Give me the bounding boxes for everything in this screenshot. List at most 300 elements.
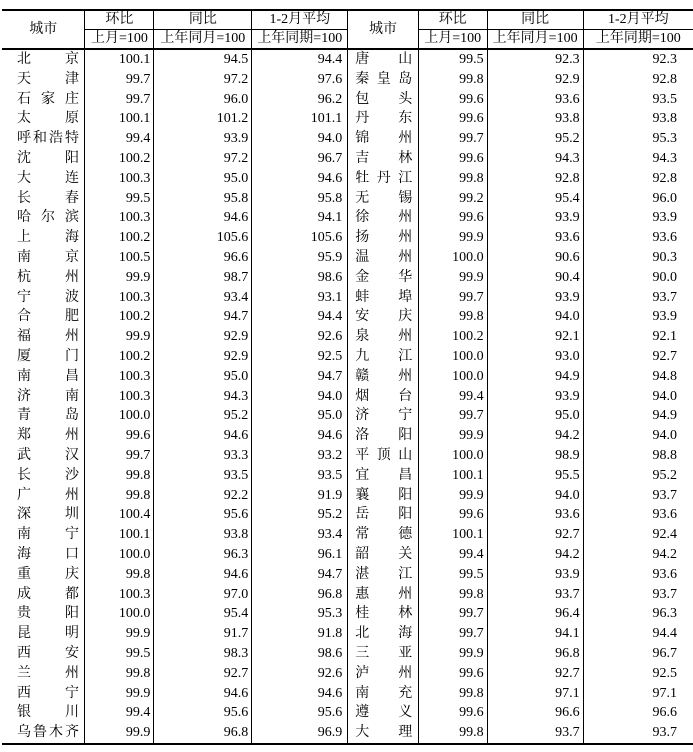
city-char: 西 — [17, 645, 31, 661]
avg-value: 96.2 — [252, 90, 348, 110]
mom-value: 100.1 — [85, 109, 154, 129]
city-cell — [348, 327, 418, 347]
avg-value: 95.2 — [652, 467, 677, 483]
table-body-right — [348, 49, 693, 744]
table-row — [348, 624, 693, 644]
city-char: 阳 — [65, 606, 79, 622]
mom-value: 99.6 — [418, 90, 487, 110]
city-char: 遵 — [355, 705, 370, 721]
city-char: 州 — [398, 586, 413, 602]
header-mom-base: 上月=100 — [85, 30, 154, 50]
table-row — [348, 644, 693, 664]
city-char: 上 — [17, 230, 31, 246]
table-row — [348, 228, 693, 248]
table-row — [348, 446, 693, 466]
city-name — [17, 228, 79, 248]
table-row — [2, 723, 348, 744]
city-char: 昌 — [398, 467, 413, 483]
table-row — [348, 327, 693, 347]
city-char: 州 — [65, 665, 79, 681]
city-char: 呼 — [17, 131, 31, 147]
yoy-value: 105.6 — [154, 228, 252, 248]
table-row — [348, 604, 693, 624]
city-char: 州 — [398, 249, 413, 265]
table-row — [348, 545, 693, 565]
table-row — [2, 169, 348, 189]
city-cell — [2, 90, 85, 110]
table-row — [2, 585, 348, 605]
city-char: 海 — [65, 230, 79, 246]
table-row — [2, 70, 348, 90]
avg-value: 94.0 — [252, 129, 348, 149]
mom-value: 99.8 — [418, 585, 487, 605]
header-mom-base: 上月=100 — [418, 30, 487, 50]
city-name — [355, 664, 412, 684]
mom-value: 99.6 — [418, 208, 487, 228]
city-char: 和 — [33, 131, 47, 147]
yoy-value: 92.7 — [487, 525, 583, 545]
yoy-value: 98.9 — [487, 446, 583, 466]
yoy-value: 92.9 — [154, 327, 252, 347]
table-row — [348, 505, 693, 525]
city-cell — [2, 466, 85, 486]
table-row — [2, 90, 348, 110]
yoy-value: 94.2 — [487, 426, 583, 446]
city-cell — [2, 585, 85, 605]
city-cell — [2, 406, 85, 426]
mom-value: 100.3 — [85, 169, 154, 189]
avg-value: 97.6 — [252, 70, 348, 90]
city-cell — [348, 387, 418, 407]
city-char: 哈 — [17, 210, 31, 226]
city-char: 沙 — [65, 467, 79, 483]
city-char: 湛 — [355, 566, 370, 582]
yoy-value: 96.8 — [487, 644, 583, 664]
mom-value: 99.7 — [85, 90, 154, 110]
table-row — [348, 49, 693, 70]
table-row — [2, 684, 348, 704]
city-name — [355, 129, 412, 149]
avg-value: 90.3 — [652, 249, 677, 265]
city-name — [355, 466, 412, 486]
city-char: 泉 — [355, 329, 370, 345]
city-char: 阳 — [65, 150, 79, 166]
city-char: 京 — [65, 249, 79, 265]
yoy-value: 93.8 — [487, 109, 583, 129]
mom-value: 99.7 — [85, 446, 154, 466]
city-char: 门 — [65, 348, 79, 364]
table-row — [348, 307, 693, 327]
city-char: 徐 — [355, 210, 370, 226]
city-name — [17, 90, 79, 110]
mom-value: 99.8 — [418, 723, 487, 744]
city-char: 金 — [355, 269, 370, 285]
avg-value: 93.9 — [652, 309, 677, 325]
yoy-value: 94.3 — [487, 149, 583, 169]
avg-value: 93.5 — [252, 466, 348, 486]
mom-value: 100.4 — [85, 505, 154, 525]
mom-value: 99.6 — [418, 664, 487, 684]
city-char: 滨 — [65, 210, 79, 226]
city-name — [17, 545, 79, 565]
mom-value: 99.9 — [418, 426, 487, 446]
city-char: 江 — [398, 566, 413, 582]
mom-value: 99.9 — [418, 228, 487, 248]
mom-value: 99.7 — [418, 406, 487, 426]
header-yoy: 同比 — [487, 10, 583, 30]
avg-value: 95.2 — [252, 505, 348, 525]
yoy-value: 93.6 — [487, 505, 583, 525]
mom-value: 99.8 — [418, 307, 487, 327]
yoy-value: 95.0 — [154, 367, 252, 387]
city-name — [355, 307, 412, 327]
city-name — [17, 347, 79, 367]
table-row — [2, 288, 348, 308]
mom-value: 100.2 — [85, 149, 154, 169]
header-city: 城市 — [348, 10, 418, 49]
city-char: 武 — [17, 447, 31, 463]
city-cell — [348, 446, 418, 466]
city-name — [355, 149, 412, 169]
city-char: 深 — [17, 507, 31, 523]
avg-value: 95.9 — [252, 248, 348, 268]
city-char: 州 — [398, 210, 413, 226]
city-char: 义 — [398, 705, 413, 721]
table-row — [348, 90, 693, 110]
city-char: 洛 — [355, 428, 370, 444]
city-char: 赣 — [355, 368, 370, 384]
yoy-value: 93.9 — [487, 565, 583, 585]
city-char: 天 — [17, 71, 31, 87]
avg-value: 94.2 — [652, 546, 677, 562]
yoy-value: 94.7 — [154, 307, 252, 327]
city-char: 木 — [49, 725, 63, 741]
city-cell — [2, 426, 85, 446]
city-name — [355, 644, 412, 664]
city-char: 江 — [398, 348, 413, 364]
yoy-value: 96.6 — [487, 703, 583, 723]
yoy-value: 91.7 — [154, 624, 252, 644]
mom-value: 99.4 — [85, 703, 154, 723]
header-avg-base: 上年同期=100 — [583, 30, 693, 50]
city-char: 汉 — [65, 447, 79, 463]
mom-value: 99.7 — [418, 129, 487, 149]
table-row — [348, 466, 693, 486]
city-char: 南 — [355, 685, 370, 701]
yoy-value: 101.2 — [154, 109, 252, 129]
mom-value: 99.9 — [418, 486, 487, 506]
city-char: 海 — [398, 626, 413, 642]
city-char: 鲁 — [33, 725, 47, 741]
mom-value: 99.8 — [85, 486, 154, 506]
mom-value: 100.3 — [85, 585, 154, 605]
city-name — [355, 426, 412, 446]
price-index-table-left — [2, 9, 348, 745]
mom-value: 99.6 — [418, 149, 487, 169]
city-char: 波 — [65, 289, 79, 305]
table-row — [348, 189, 693, 209]
table-row — [348, 426, 693, 446]
city-cell — [348, 525, 418, 545]
mom-value: 100.0 — [418, 248, 487, 268]
city-cell — [348, 189, 418, 209]
yoy-value: 92.9 — [154, 347, 252, 367]
city-name — [17, 288, 79, 308]
mom-value: 99.8 — [85, 565, 154, 585]
city-cell — [2, 268, 85, 288]
avg-value: 95.3 — [252, 604, 348, 624]
city-cell — [348, 49, 418, 70]
avg-value: 94.4 — [252, 307, 348, 327]
city-char: 尔 — [41, 210, 55, 226]
city-char: 贵 — [17, 606, 31, 622]
yoy-value: 94.6 — [154, 684, 252, 704]
city-name — [17, 486, 79, 506]
yoy-value: 94.5 — [154, 49, 252, 70]
city-char: 南 — [17, 368, 31, 384]
city-name — [355, 288, 412, 308]
city-name — [17, 169, 79, 189]
avg-value: 105.6 — [252, 228, 348, 248]
city-cell — [348, 466, 418, 486]
city-cell — [348, 268, 418, 288]
city-char: 头 — [398, 91, 413, 107]
yoy-value: 92.2 — [154, 486, 252, 506]
city-char: 昌 — [65, 368, 79, 384]
mom-value: 99.9 — [418, 268, 487, 288]
city-name — [17, 466, 79, 486]
table-row — [2, 327, 348, 347]
avg-value: 93.4 — [252, 525, 348, 545]
city-char: 乌 — [17, 725, 31, 741]
yoy-value: 97.2 — [154, 149, 252, 169]
city-char: 顶 — [376, 447, 391, 463]
city-char: 三 — [355, 645, 370, 661]
mom-value: 100.2 — [85, 307, 154, 327]
city-char: 长 — [17, 190, 31, 206]
table-row — [2, 189, 348, 209]
city-char: 林 — [398, 606, 413, 622]
city-char: 宜 — [355, 467, 370, 483]
avg-value: 94.6 — [252, 426, 348, 446]
city-name — [17, 406, 79, 426]
city-cell — [348, 169, 418, 189]
city-cell — [2, 70, 85, 90]
table-row — [2, 347, 348, 367]
city-char: 扬 — [355, 230, 370, 246]
city-char: 九 — [355, 348, 370, 364]
avg-value: 98.8 — [652, 447, 677, 463]
table-row — [2, 664, 348, 684]
yoy-value: 96.0 — [154, 90, 252, 110]
city-name — [355, 486, 412, 506]
table-row — [2, 307, 348, 327]
avg-value: 93.7 — [652, 487, 677, 503]
city-cell — [348, 624, 418, 644]
table-row — [2, 406, 348, 426]
city-char: 锦 — [355, 131, 370, 147]
city-name — [355, 70, 412, 90]
avg-value: 92.5 — [652, 665, 677, 681]
city-cell — [348, 664, 418, 684]
yoy-value: 95.8 — [154, 189, 252, 209]
avg-value: 96.3 — [652, 606, 677, 622]
city-char: 庄 — [65, 91, 79, 107]
city-char: 烟 — [355, 388, 370, 404]
city-cell — [2, 545, 85, 565]
table-row — [348, 288, 693, 308]
city-name — [17, 70, 79, 90]
city-char: 连 — [65, 170, 79, 186]
city-char: 津 — [65, 71, 79, 87]
city-name — [17, 248, 79, 268]
avg-value: 96.0 — [652, 190, 677, 206]
mom-value: 100.2 — [85, 347, 154, 367]
city-name — [17, 208, 79, 228]
avg-value: 96.6 — [652, 705, 677, 721]
table-row — [2, 446, 348, 466]
city-char: 吉 — [355, 150, 370, 166]
yoy-value: 93.0 — [487, 347, 583, 367]
city-cell — [2, 723, 85, 744]
table-row — [348, 109, 693, 129]
yoy-value: 93.9 — [487, 387, 583, 407]
table-row — [348, 525, 693, 545]
city-char: 济 — [355, 408, 370, 424]
yoy-value: 96.3 — [154, 545, 252, 565]
table-row — [348, 367, 693, 387]
table-row — [348, 208, 693, 228]
yoy-value: 96.8 — [154, 723, 252, 744]
city-cell — [2, 169, 85, 189]
table-row — [2, 49, 348, 70]
avg-value: 92.7 — [652, 348, 677, 364]
header-avg: 1-2月平均 — [252, 10, 348, 30]
yoy-value: 94.0 — [487, 307, 583, 327]
table-row — [2, 703, 348, 723]
avg-value: 93.7 — [652, 725, 677, 741]
city-name — [355, 387, 412, 407]
avg-value: 95.6 — [252, 703, 348, 723]
city-char: 埠 — [398, 289, 413, 305]
city-char: 都 — [65, 586, 79, 602]
table-row — [348, 70, 693, 90]
city-char: 皇 — [376, 71, 391, 87]
city-char: 充 — [398, 685, 413, 701]
city-char: 青 — [17, 408, 31, 424]
yoy-value: 94.1 — [487, 624, 583, 644]
city-char: 宁 — [398, 408, 413, 424]
table-row — [348, 268, 693, 288]
avg-value: 96.7 — [252, 149, 348, 169]
city-char: 亚 — [398, 645, 413, 661]
city-char: 阳 — [398, 428, 413, 444]
city-char: 常 — [355, 527, 370, 543]
mom-value: 100.3 — [85, 387, 154, 407]
city-cell — [348, 723, 418, 744]
city-cell — [2, 505, 85, 525]
city-cell — [348, 486, 418, 506]
yoy-value: 96.4 — [487, 604, 583, 624]
city-name — [17, 268, 79, 288]
mom-value: 100.0 — [85, 545, 154, 565]
avg-value: 91.9 — [252, 486, 348, 506]
table-row — [2, 466, 348, 486]
city-name — [17, 604, 79, 624]
city-char: 川 — [65, 705, 79, 721]
table-row — [348, 723, 693, 744]
city-char: 京 — [65, 52, 79, 67]
yoy-value: 93.5 — [154, 466, 252, 486]
city-char: 银 — [17, 705, 31, 721]
city-char: 锡 — [398, 190, 413, 206]
city-cell — [2, 565, 85, 585]
mom-value: 99.7 — [418, 624, 487, 644]
city-char: 南 — [65, 388, 79, 404]
city-cell — [348, 703, 418, 723]
table-row — [2, 565, 348, 585]
city-cell — [348, 505, 418, 525]
table-row — [2, 604, 348, 624]
table-row — [2, 644, 348, 664]
avg-value: 95.3 — [652, 131, 677, 147]
city-char: 明 — [65, 626, 79, 642]
city-cell — [348, 149, 418, 169]
avg-value: 92.6 — [252, 327, 348, 347]
city-cell — [2, 189, 85, 209]
table-row — [2, 426, 348, 446]
table-row — [2, 268, 348, 288]
table-row — [2, 109, 348, 129]
header-yoy: 同比 — [154, 10, 252, 30]
city-char: 济 — [17, 388, 31, 404]
avg-value: 96.8 — [252, 585, 348, 605]
city-char: 泸 — [355, 665, 370, 681]
city-name — [355, 565, 412, 585]
city-name — [17, 723, 79, 743]
yoy-value: 95.6 — [154, 505, 252, 525]
city-char: 郑 — [17, 428, 31, 444]
city-name — [17, 505, 79, 525]
city-name — [17, 307, 79, 327]
table-row — [2, 248, 348, 268]
city-char: 韶 — [355, 546, 370, 562]
city-name — [17, 684, 79, 704]
city-char: 口 — [65, 546, 79, 562]
avg-value: 96.1 — [252, 545, 348, 565]
yoy-value: 96.6 — [154, 248, 252, 268]
avg-value: 93.2 — [252, 446, 348, 466]
city-char: 理 — [398, 725, 413, 741]
mom-value: 100.3 — [85, 288, 154, 308]
city-cell — [348, 129, 418, 149]
avg-value: 95.8 — [252, 189, 348, 209]
city-name — [17, 565, 79, 585]
mom-value: 100.5 — [85, 248, 154, 268]
yoy-value: 93.9 — [154, 129, 252, 149]
city-cell — [2, 684, 85, 704]
table-row — [348, 169, 693, 189]
table-row — [2, 208, 348, 228]
mom-value: 99.6 — [418, 109, 487, 129]
city-char: 台 — [398, 388, 413, 404]
table-row — [348, 664, 693, 684]
yoy-value: 94.9 — [487, 367, 583, 387]
mom-value: 99.5 — [418, 565, 487, 585]
mom-value: 99.4 — [418, 387, 487, 407]
mom-value: 100.0 — [85, 406, 154, 426]
city-char: 特 — [65, 131, 79, 147]
